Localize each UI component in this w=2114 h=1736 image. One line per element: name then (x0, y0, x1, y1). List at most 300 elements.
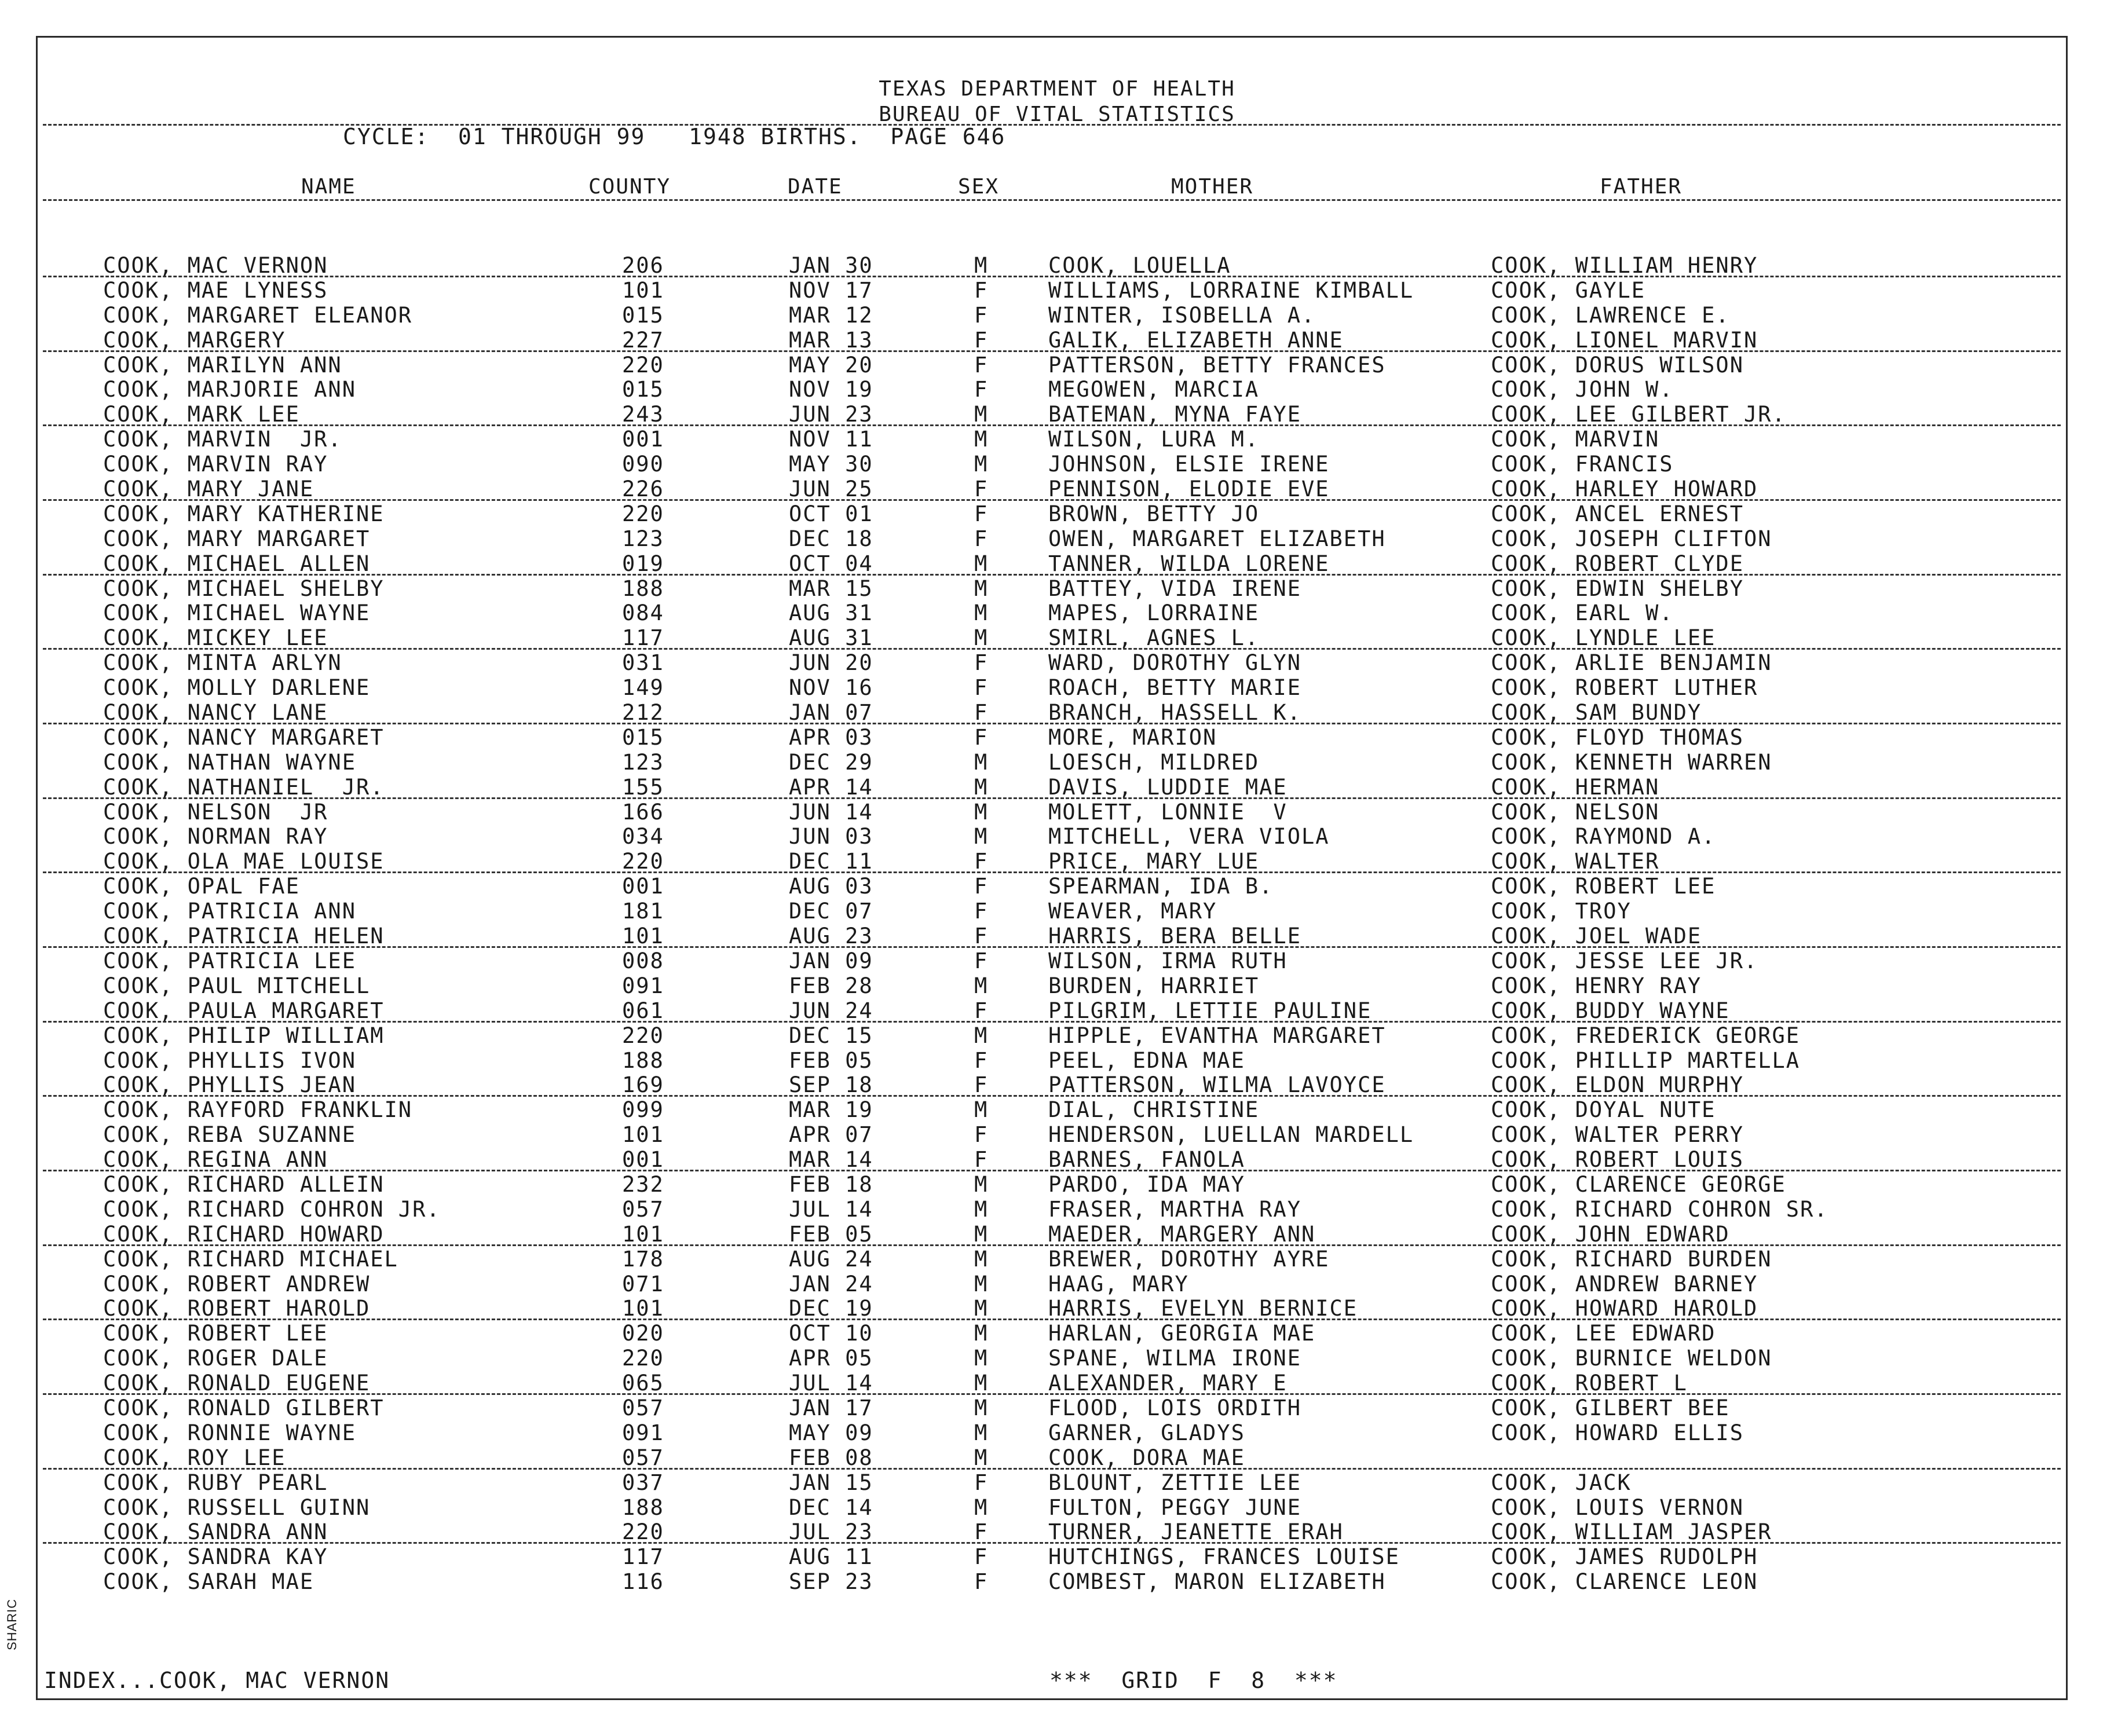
cell-county: 015 (622, 302, 664, 328)
table-row (43, 625, 2061, 650)
cell-name: COOK, NATHAN WAYNE (103, 749, 356, 775)
cell-county: 091 (622, 1420, 664, 1445)
cell-mother: TURNER, JEANETTE ERAH (1048, 1519, 1344, 1545)
cell-father: COOK, ARLIE BENJAMIN (1491, 650, 1772, 676)
cell-sex: M (974, 1097, 989, 1123)
cell-name: COOK, MARGERY (103, 327, 286, 353)
cell-sex: M (974, 625, 989, 651)
cell-father: COOK, LEE GILBERT JR. (1491, 402, 1786, 427)
cell-father: COOK, NELSON (1491, 799, 1660, 825)
cell-county: 101 (622, 1296, 664, 1321)
table-row (0, 426, 2114, 451)
cell-county: 178 (622, 1246, 664, 1272)
cell-name: COOK, RICHARD COHRON JR. (103, 1196, 441, 1222)
cell-father: COOK, CLARENCE GEORGE (1491, 1171, 1786, 1197)
cell-date: NOV 16 (789, 675, 873, 701)
cell-county: 034 (622, 824, 664, 849)
cell-date: SEP 23 (789, 1569, 873, 1595)
cell-county: 057 (622, 1395, 664, 1420)
cell-mother: PATTERSON, WILMA LAVOYCE (1048, 1072, 1386, 1098)
cell-father: COOK, JACK (1491, 1470, 1632, 1495)
cell-sex: M (974, 1221, 989, 1247)
cell-father: COOK, SAM BUNDY (1491, 700, 1702, 726)
cell-name: COOK, NANCY MARGARET (103, 724, 385, 750)
cell-sex: M (974, 427, 989, 452)
cell-date: JAN 09 (789, 948, 873, 973)
cell-father: COOK, GAYLE (1491, 277, 1646, 303)
table-row (0, 1420, 2114, 1445)
cell-mother: DIAL, CHRISTINE (1048, 1097, 1260, 1123)
cell-county: 020 (622, 1321, 664, 1346)
cell-county: 057 (622, 1196, 664, 1222)
column-header-date: DATE (788, 175, 843, 199)
cell-father: COOK, FREDERICK GEORGE (1491, 1023, 1801, 1048)
cell-father: COOK, ANDREW BARNEY (1491, 1271, 1758, 1296)
cell-sex: F (974, 352, 989, 378)
table-row (43, 1445, 2061, 1470)
table-row (0, 1097, 2114, 1122)
cell-date: APR 07 (789, 1122, 873, 1148)
cell-mother: SMIRL, AGNES L. (1048, 625, 1260, 651)
table-row (0, 973, 2114, 998)
cell-father: COOK, RICHARD COHRON SR. (1491, 1196, 1828, 1222)
cell-father: COOK, WILLIAM HENRY (1491, 253, 1758, 278)
cell-father: COOK, RICHARD BURDEN (1491, 1246, 1772, 1272)
cell-mother: PENNISON, ELODIE EVE (1048, 477, 1330, 502)
cell-name: COOK, ROBERT HAROLD (103, 1296, 371, 1321)
cell-mother: WILSON, IRMA RUTH (1048, 948, 1288, 973)
cell-name: COOK, REBA SUZANNE (103, 1122, 356, 1148)
cell-name: COOK, OLA MAE LOUISE (103, 849, 385, 874)
cell-mother: GALIK, ELIZABETH ANNE (1048, 327, 1344, 353)
cell-date: AUG 31 (789, 600, 873, 626)
cell-sex: F (974, 1048, 989, 1073)
table-row (43, 923, 2061, 948)
cell-date: FEB 05 (789, 1048, 873, 1073)
cell-sex: F (974, 849, 989, 874)
cell-father: COOK, JOHN W. (1491, 377, 1674, 402)
cell-mother: GARNER, GLADYS (1048, 1420, 1245, 1445)
cell-father: COOK, JOEL WADE (1491, 924, 1702, 949)
cell-mother: COMBEST, MARON ELIZABETH (1048, 1569, 1386, 1595)
cell-date: JUN 20 (789, 650, 873, 676)
cell-father: COOK, PHILLIP MARTELLA (1491, 1048, 1801, 1073)
cell-sex: M (974, 774, 989, 800)
cell-mother: TANNER, WILDA LORENE (1048, 551, 1330, 576)
cell-sex: F (974, 1122, 989, 1148)
cell-name: COOK, ROBERT LEE (103, 1321, 328, 1346)
cell-mother: BARNES, FANOLA (1048, 1147, 1245, 1173)
table-row (0, 1395, 2114, 1420)
cell-name: COOK, OPAL FAE (103, 874, 300, 899)
cell-name: COOK, PAULA MARGARET (103, 998, 385, 1023)
cell-sex: M (974, 1171, 989, 1197)
cell-sex: F (974, 1544, 989, 1570)
cell-county: 101 (622, 1221, 664, 1247)
cell-county: 220 (622, 1346, 664, 1371)
cell-mother: HIPPLE, EVANTHA MARGARET (1048, 1023, 1386, 1048)
cell-name: COOK, PHYLLIS IVON (103, 1048, 356, 1073)
cell-name: COOK, PATRICIA HELEN (103, 924, 385, 949)
table-row (43, 1519, 2061, 1544)
cell-father: COOK, ROBERT CLYDE (1491, 551, 1744, 576)
cell-name: COOK, MARK LEE (103, 402, 300, 427)
cell-date: JUN 25 (789, 477, 873, 502)
cell-date: APR 03 (789, 724, 873, 750)
table-row (43, 327, 2061, 352)
table-row (0, 1271, 2114, 1296)
cell-county: 220 (622, 849, 664, 874)
cell-county: 117 (622, 625, 664, 651)
cell-date: JAN 30 (789, 253, 873, 278)
cell-date: APR 14 (789, 774, 873, 800)
table-row (0, 823, 2114, 848)
cell-sex: M (974, 1420, 989, 1445)
cell-county: 019 (622, 551, 664, 576)
cell-date: MAY 30 (789, 452, 873, 477)
cell-mother: DAVIS, LUDDIE MAE (1048, 774, 1288, 800)
cell-county: 123 (622, 749, 664, 775)
cell-sex: F (974, 874, 989, 899)
cell-name: COOK, MICHAEL ALLEN (103, 551, 371, 576)
cell-mother: LOESCH, MILDRED (1048, 749, 1260, 775)
cell-sex: F (974, 948, 989, 973)
table-row (0, 799, 2114, 824)
table-row (0, 1171, 2114, 1196)
cell-county: 220 (622, 1519, 664, 1545)
cell-name: COOK, ROBERT ANDREW (103, 1271, 371, 1296)
cell-name: COOK, PHYLLIS JEAN (103, 1072, 356, 1098)
cell-county: 166 (622, 799, 664, 825)
cell-father: COOK, DORUS WILSON (1491, 352, 1744, 378)
cell-name: COOK, MINTA ARLYN (103, 650, 342, 676)
table-row (0, 948, 2114, 973)
cell-father: COOK, JAMES RUDOLPH (1491, 1544, 1758, 1570)
table-row (43, 1147, 2061, 1171)
cell-sex: F (974, 675, 989, 701)
cell-name: COOK, MARY KATHERINE (103, 501, 385, 526)
cell-county: 212 (622, 700, 664, 726)
cell-sex: M (974, 824, 989, 849)
cell-date: FEB 08 (789, 1445, 873, 1470)
table-row (0, 1495, 2114, 1519)
cell-county: 188 (622, 576, 664, 601)
cell-father: COOK, JESSE LEE JR. (1491, 948, 1758, 973)
cell-father: COOK, MARVIN (1491, 427, 1660, 452)
cell-sex: M (974, 1246, 989, 1272)
cell-sex: F (974, 1072, 989, 1098)
cell-sex: M (974, 1296, 989, 1321)
cell-date: JUN 24 (789, 998, 873, 1023)
cell-sex: F (974, 924, 989, 949)
header-bureau: BUREAU OF VITAL STATISTICS (879, 102, 1235, 126)
cell-county: 001 (622, 874, 664, 899)
cell-name: COOK, SANDRA KAY (103, 1544, 328, 1570)
cell-sex: F (974, 526, 989, 551)
cell-date: MAR 15 (789, 576, 873, 601)
cell-sex: F (974, 501, 989, 526)
cell-name: COOK, MICHAEL WAYNE (103, 600, 371, 626)
cell-county: 090 (622, 452, 664, 477)
cell-county: 008 (622, 948, 664, 973)
cell-name: COOK, NORMAN RAY (103, 824, 328, 849)
cell-name: COOK, MARVIN RAY (103, 452, 328, 477)
cell-mother: BLOUNT, ZETTIE LEE (1048, 1470, 1301, 1495)
column-header-mother: MOTHER (1171, 175, 1254, 199)
cell-date: NOV 17 (789, 277, 873, 303)
cell-name: COOK, MARILYN ANN (103, 352, 342, 378)
table-row (0, 600, 2114, 625)
cell-father: COOK, HOWARD ELLIS (1491, 1420, 1744, 1445)
table-row (0, 526, 2114, 551)
table-row (0, 1023, 2114, 1048)
cell-father: COOK, TROY (1491, 899, 1632, 924)
column-header-county: COUNTY (588, 175, 671, 199)
cell-mother: WARD, DOROTHY GLYN (1048, 650, 1301, 676)
cell-date: MAR 13 (789, 327, 873, 353)
cell-county: 169 (622, 1072, 664, 1098)
cell-county: 149 (622, 675, 664, 701)
table-row (0, 1196, 2114, 1221)
cell-date: AUG 03 (789, 874, 873, 899)
cell-father: COOK, WALTER (1491, 849, 1660, 874)
cell-date: DEC 15 (789, 1023, 873, 1048)
cell-sex: F (974, 302, 989, 328)
table-row (43, 252, 2061, 277)
cell-sex: F (974, 1519, 989, 1545)
table-row (0, 576, 2114, 600)
cell-mother: COOK, DORA MAE (1048, 1445, 1245, 1470)
cell-mother: HARRIS, BERA BELLE (1048, 924, 1301, 949)
cell-father: COOK, LEE EDWARD (1491, 1321, 1716, 1346)
index-footer: INDEX...COOK, MAC VERNON (44, 1668, 390, 1693)
cell-county: 061 (622, 998, 664, 1023)
cell-name: COOK, MICKEY LEE (103, 625, 328, 651)
cell-name: COOK, ROGER DALE (103, 1346, 328, 1371)
cell-date: NOV 11 (789, 427, 873, 452)
cell-date: JUL 14 (789, 1371, 873, 1396)
cell-sex: M (974, 799, 989, 825)
table-row (43, 401, 2061, 426)
cell-date: MAR 19 (789, 1097, 873, 1123)
table-row (0, 898, 2114, 923)
cell-date: JUL 23 (789, 1519, 873, 1545)
cell-date: FEB 05 (789, 1221, 873, 1247)
column-header-divider (43, 199, 2061, 201)
cell-name: COOK, NATHANIEL JR. (103, 774, 385, 800)
cell-sex: M (974, 576, 989, 601)
table-row (0, 451, 2114, 476)
cell-name: COOK, MARY JANE (103, 477, 314, 502)
cell-date: AUG 23 (789, 924, 873, 949)
table-row (0, 1345, 2114, 1370)
cell-mother: HENDERSON, LUELLAN MARDELL (1048, 1122, 1414, 1148)
cell-mother: BREWER, DOROTHY AYRE (1048, 1246, 1330, 1272)
cell-county: 220 (622, 1023, 664, 1048)
cell-county: 243 (622, 402, 664, 427)
cell-name: COOK, MARGARET ELEANOR (103, 302, 413, 328)
table-row (43, 1370, 2061, 1395)
cell-county: 206 (622, 253, 664, 278)
cell-mother: HARRIS, EVELYN BERNICE (1048, 1296, 1358, 1321)
table-row (43, 476, 2061, 501)
table-row (0, 1544, 2114, 1569)
cell-sex: M (974, 749, 989, 775)
cell-sex: M (974, 1495, 989, 1520)
cell-name: COOK, PATRICIA LEE (103, 948, 356, 973)
cell-father: COOK, ANCEL ERNEST (1491, 501, 1744, 526)
cell-father: COOK, KENNETH WARREN (1491, 749, 1772, 775)
cell-sex: F (974, 1147, 989, 1173)
cell-mother: MAEDER, MARGERY ANN (1048, 1221, 1316, 1247)
cell-date: DEC 14 (789, 1495, 873, 1520)
cell-name: COOK, PHILIP WILLIAM (103, 1023, 385, 1048)
cell-county: 188 (622, 1048, 664, 1073)
cell-sex: M (974, 600, 989, 626)
cell-mother: WILSON, LURA M. (1048, 427, 1260, 452)
cell-father: COOK, LOUIS VERNON (1491, 1495, 1744, 1520)
cell-mother: PARDO, IDA MAY (1048, 1171, 1245, 1197)
cell-father: COOK, HERMAN (1491, 774, 1660, 800)
cell-date: APR 05 (789, 1346, 873, 1371)
cell-county: 220 (622, 501, 664, 526)
cell-mother: MEGOWEN, MARCIA (1048, 377, 1260, 402)
cell-mother: PATTERSON, BETTY FRANCES (1048, 352, 1386, 378)
table-row (0, 1470, 2114, 1495)
cell-name: COOK, PAUL MITCHELL (103, 973, 371, 998)
cell-date: JAN 17 (789, 1395, 873, 1420)
table-row (43, 699, 2061, 724)
cell-date: JAN 24 (789, 1271, 873, 1296)
table-row (0, 724, 2114, 749)
cell-sex: M (974, 452, 989, 477)
cell-county: 071 (622, 1271, 664, 1296)
cell-sex: F (974, 998, 989, 1023)
cell-date: MAR 14 (789, 1147, 873, 1173)
cell-mother: OWEN, MARGARET ELIZABETH (1048, 526, 1386, 551)
cell-county: 116 (622, 1569, 664, 1595)
cell-county: 001 (622, 1147, 664, 1173)
cell-date: DEC 07 (789, 899, 873, 924)
table-row (0, 749, 2114, 774)
cell-date: JAN 15 (789, 1470, 873, 1495)
cell-father: COOK, LIONEL MARVIN (1491, 327, 1758, 353)
grid-footer: *** GRID F 8 *** (1049, 1668, 1338, 1693)
cell-mother: BATEMAN, MYNA FAYE (1048, 402, 1301, 427)
cell-county: 084 (622, 600, 664, 626)
table-row (43, 1221, 2061, 1246)
cell-name: COOK, RICHARD MICHAEL (103, 1246, 398, 1272)
cell-father: COOK, LAWRENCE E. (1491, 302, 1730, 328)
table-row (0, 501, 2114, 526)
cell-county: 220 (622, 352, 664, 378)
cell-mother: FLOOD, LOIS ORDITH (1048, 1395, 1301, 1420)
cell-name: COOK, MOLLY DARLENE (103, 675, 371, 701)
cell-name: COOK, RICHARD HOWARD (103, 1221, 385, 1247)
cell-father: COOK, CLARENCE LEON (1491, 1569, 1758, 1595)
cell-sex: F (974, 899, 989, 924)
cell-father: COOK, LYNDLE LEE (1491, 625, 1716, 651)
cell-sex: M (974, 1023, 989, 1048)
cell-father: COOK, WALTER PERRY (1491, 1122, 1744, 1148)
cell-mother: MORE, MARION (1048, 724, 1217, 750)
cell-mother: BROWN, BETTY JO (1048, 501, 1260, 526)
cell-county: 015 (622, 377, 664, 402)
cell-county: 227 (622, 327, 664, 353)
cell-name: COOK, MARJORIE ANN (103, 377, 356, 402)
cell-father: COOK, ROBERT LUTHER (1491, 675, 1758, 701)
cell-sex: F (974, 650, 989, 676)
cell-sex: M (974, 1371, 989, 1396)
table-row (43, 551, 2061, 576)
cell-mother: BRANCH, HASSELL K. (1048, 700, 1301, 726)
cell-father: COOK, HARLEY HOWARD (1491, 477, 1758, 502)
cell-date: OCT 10 (789, 1321, 873, 1346)
cell-mother: JOHNSON, ELSIE IRENE (1048, 452, 1330, 477)
cell-sex: M (974, 551, 989, 576)
cell-name: COOK, RONALD GILBERT (103, 1395, 385, 1420)
cell-date: SEP 18 (789, 1072, 873, 1098)
cell-name: COOK, RUSSELL GUINN (103, 1495, 371, 1520)
table-row (0, 277, 2114, 302)
cell-name: COOK, RAYFORD FRANKLIN (103, 1097, 413, 1123)
cell-date: JAN 07 (789, 700, 873, 726)
cell-date: MAR 12 (789, 302, 873, 328)
cell-sex: F (974, 327, 989, 353)
cell-mother: HAAG, MARY (1048, 1271, 1189, 1296)
cell-sex: M (974, 973, 989, 998)
cell-father: COOK, ROBERT LEE (1491, 874, 1716, 899)
cell-date: FEB 28 (789, 973, 873, 998)
cell-father: COOK, EARL W. (1491, 600, 1674, 626)
cell-date: OCT 04 (789, 551, 873, 576)
cell-name: COOK, MICHAEL SHELBY (103, 576, 385, 601)
cell-father: COOK, ELDON MURPHY (1491, 1072, 1744, 1098)
cell-mother: WEAVER, MARY (1048, 899, 1217, 924)
cell-mother: BURDEN, HARRIET (1048, 973, 1260, 998)
cell-date: DEC 11 (789, 849, 873, 874)
cell-sex: M (974, 253, 989, 278)
side-watermark: SHARIC (5, 1598, 19, 1650)
cell-date: MAY 09 (789, 1420, 873, 1445)
cell-sex: M (974, 1395, 989, 1420)
cell-father: COOK, BUDDY WAYNE (1491, 998, 1730, 1023)
cell-date: AUG 11 (789, 1544, 873, 1570)
cell-sex: M (974, 402, 989, 427)
cell-mother: ALEXANDER, MARY E (1048, 1371, 1288, 1396)
cell-date: JUL 14 (789, 1196, 873, 1222)
cell-mother: WILLIAMS, LORRAINE KIMBALL (1048, 277, 1414, 303)
cell-county: 155 (622, 774, 664, 800)
cell-sex: F (974, 1569, 989, 1595)
cell-mother: PEEL, EDNA MAE (1048, 1048, 1245, 1073)
cell-county: 101 (622, 277, 664, 303)
cell-sex: F (974, 1470, 989, 1495)
cell-sex: M (974, 1321, 989, 1346)
cell-sex: M (974, 1346, 989, 1371)
cell-name: COOK, NELSON JR (103, 799, 328, 825)
cell-date: JUN 03 (789, 824, 873, 849)
cell-county: 099 (622, 1097, 664, 1123)
cell-date: NOV 19 (789, 377, 873, 402)
cell-mother: SPANE, WILMA IRONE (1048, 1346, 1301, 1371)
cell-name: COOK, MARY MARGARET (103, 526, 371, 551)
cell-date: JUN 23 (789, 402, 873, 427)
cell-date: AUG 24 (789, 1246, 873, 1272)
cell-father: COOK, ROBERT LOUIS (1491, 1147, 1744, 1173)
cell-father: COOK, GILBERT BEE (1491, 1395, 1730, 1420)
cell-father: COOK, JOSEPH CLIFTON (1491, 526, 1772, 551)
